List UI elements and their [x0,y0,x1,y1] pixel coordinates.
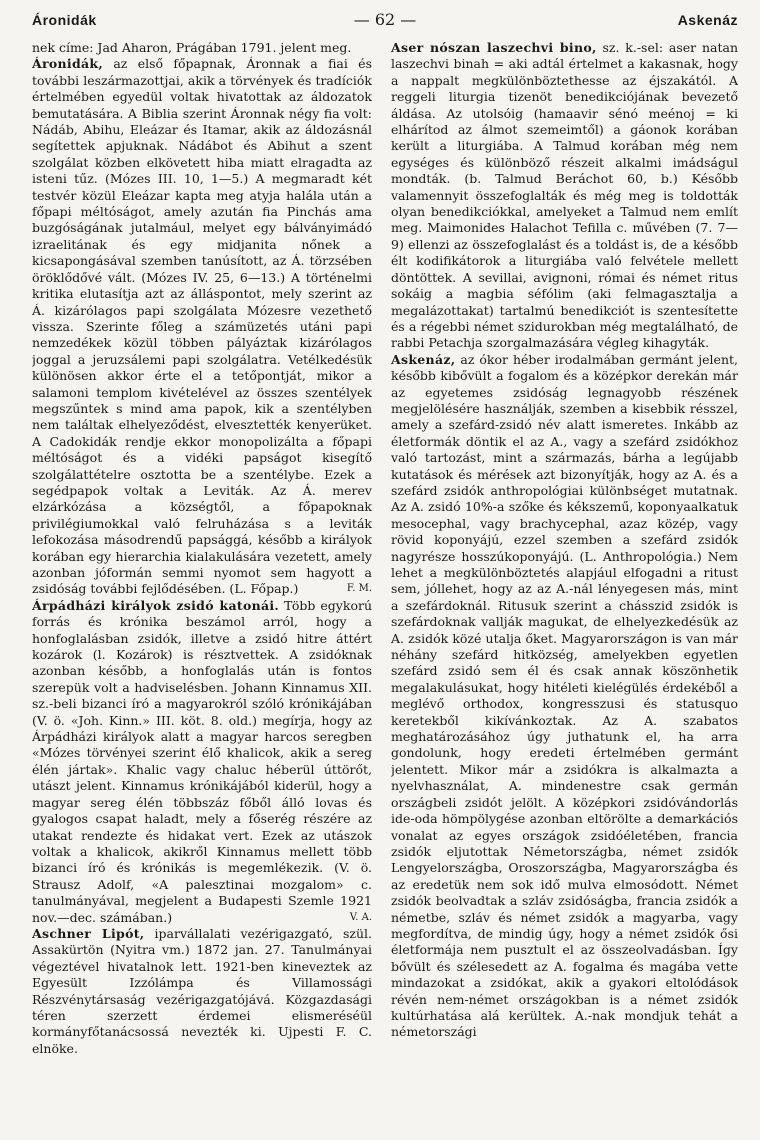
entry-arpadhazi [32,598,372,926]
continuation-paragraph: nek címe: Jad Aharon, Prágában 1791. jelent meg. [32,40,352,55]
header-right-keyword: Askenáz [677,12,738,28]
entry-body-aronidak: az első főpapnak, Áronnak a fiai és további leszármazottjai, akik a törvények és tradíciók értelmében egyedül voltak hivatottak az áldozatok bemutatására. A Biblia szerint Áronnak négy fia volt: Nádáb, Abihu, Eleázar és Itamar, akik az áldozásnál segítettek apjuknak. Nádábot és Abihut a szent szolgálat közben elkövetett hiba miatt elragadta az isteni tűz. (Mózes III. 10, 1—5.) A megmaradt két testvér közül Eleázar kapta meg atyja halála után a főpapi méltóságot, amely azután fia Pinchás ama buzgóságának jutalmául, melyet egy bálványimádó izraelitának és egy midjanita nőnek a kicsapongásával szemben tanúsított, az Á. törzsében öröklődővé vált. (Mózes IV. 25, 6—13.) A történelmi kritika elutasítja azt az álláspontot, mely szerint az Á. kizárólagos papi szolgálata Mózesre vezethető vissza. Szerinte főleg a számüzetés utáni papi nemzedékek közül többen pályáztak kizárólagos joggal a jeruzsálemi papi szolgálatra. Vetélkedésük különösen akkor érte el a tetőpontját, mikor a salamoni templom kivételével az összes szentélyek megszűntek s mind ama papok, kik a szentélyben nem találtak elhelyeződést, elvesztették kenyerüket. A Cadokidák rendje ekkor monopolizálta a főpapi méltóságot és a vidéki papságot kisegítő szolgálattételre osztotta be a szentélybe. Ezek a segédpapok voltak a Leviták. Az Á. merev elzárkózása a községtől, a főpapoknak privilégiumokkal való felruházása s a leviták lefokozása másodrendű papsággá, később a királyok korában egy hierarchia kialakulására vezetett, amely azonban jóformán semmi nyomot sem hagyott a zsidóság további fejlődésében. (L. Főpap.) [32,56,372,597]
headword-aschner: Aschner Lipót, [32,925,145,941]
headword-aronidak: Áronidák, [32,56,104,72]
entry-askenaz [391,352,738,1041]
author-signature: V. A. [349,911,372,923]
entry-aschner [32,926,372,1057]
headword-askenaz: Askenáz, [391,351,456,367]
entry-body-aser: sz. k.-sel: aser natan laszechvi binah = aki adtál értelmet a kakasnak, hogy a nappalt megkülönböztethesse az éjszakától. A reggeli liturgia tizenöt benedikciójának bevezető áldása. Az utolsóig (hamaavir sénó meénoj = ki elhárítod az álmot szemeimtől) a gáonok korában került a liturgiába. A Talmud korában még nem egységes és különböző részeit alkalmi imádságul mondták. (b. Talmud Beráchot 60, b.) Később valamennyit összefoglalták és még meg is toldották olyan benedikciókkal, amelyeket a Talmud nem említ meg. Maimonides Halachot Tefilla c. művében (7. 7—9) ellenzi az összefoglalást és a toldást is, de a később élt kodifikátorok a liturgiába való felvétele mellett döntöttek. A sevillai, avignoni, római és német ritus sokáig a magbia séfólim (aki felmagasztalja a megalázottakat) tartalmú benedikciót is szentesítette és a régebbi német szidurokban még megtalálható, de rabbi Petachja szorgalmazására végleg kihagyták. [391,40,738,351]
header-left-keyword: Áronidák [32,12,97,28]
entry-aser [391,40,738,352]
entry-body-arpadhazi: Több egykorú forrás és krónika beszámol arról, hogy a honfoglalásban zsidók, illetve a zsidó hitre áttért kozárok (l. Kozárok) is résztvettek. A zsidóknak azonban később, a honfoglalás után is fontos szerepük volt a hadviselésben. Johann Kinnamus XII. sz.-beli bizanci író a magyarokról szóló krónikájában (V. ö. «Joh. Kinn.» III. köt. 8. old.) megírja, hogy az Árpádházi királyok alatt a magyar harcos seregben «Mózes törvényei szerint élő khalicok, akik a sereg élén jártak». Khalic vagy chaluc héberül úttörőt, utászt jelent. Kinnamus krónikájából kiderül, hogy a magyar sereg élén többszáz főből álló lovas és gyalogos csapat haladt, mely a főserég részére az utakat rendezte és hidakat vert. Ezek az utászok voltak a khalicok, akikről Kinnamus mellett több bizanci író és krónikás is megemlékezik. (V. ö. Strausz Adolf, «A palesztinai mozgalom» c. tanulmányával, megjelent a Budapesti Szemle 1921 nov.—dec. számában.) [32,597,372,925]
right-column [391,40,738,1130]
entry-body-askenaz: az ókor héber irodalmában germánt jelent, később kibővült a fogalom és a középkor derekán már az egyetemes zsidóság legnagyobb részének megjelölésére használják, szemben a kisebbik résszel, amely a szefárd-zsidó név alatt ismeretes. Inkább az életformák döntik el az A., vagy a szefárd zsidókhoz való tartozást, mint a származás, bárha a legújabb kutatások és mérések azt bizonyítják, hogy az A. és a szefárd zsidók anthropológiai különbséget mutatnak. Az A. zsidó 10%-a szőke és kékszemű, koponyaalkatuk mesocephal, vagy brachycephal, azaz közép, vagy rövid koponyájú, ezzel szemben a szefárd zsidók nagyrésze hosszúkoponyájú. (L. Anthropológia.) Nem lehet a megkülönböztetés alapjául elfogadni a ritust sem, jóllehet, hogy az az A.-nál lényegesen más, mint a szefárdoknál. Ritusuk szerint a chásszid zsidók is szefárdoknak vallják magukat, de elhelyezkedésük az A. zsidók közé utalja őket. Magyarországon is van már néhány szefárd hitközség, amelyekben egyetlen szefárd zsidó sem él és csak annak köszönhetik megalakulásukat, hogy hitéleti kielégülés érdekéből a meglévő orthodox, kongresszusi és statusquo keretekből kikívánkoztak. Az A. szabatos meghatározásához úgy juthatunk el, ha arra gondolunk, hogy eredeti értelmében germánt jelentett. Mikor már a zsidókra is alkalmazta a nyelvhasználat, A. mindenestre csak germán országbeli zsidót jelölt. A középkori zsidóvándorlás ide-oda hömpölygése azonban eltörölte a demarkációs vonalat az egyes országok zsidóéletében, francia zsidók eljutottak Németországba, német zsidók Lengyelországba, Oroszországba, Magyarországba és az eredetük nem sok idő mulva elmosódott. Német zsidók beolvadtak a szláv zsidóságba, francia zsidók a németbe, szláv és német zsidók a magyarba, vagy megfordítva, de mindig úgy, hogy a német zsidók ősi életformája nem pusztult el az összeolvadásban. Így bővült és szélesedett az A. fogalma és magába vette mindazokat a zsidókat, akik a gyakori eltolódások révén nem-német országokban is a német zsidók kultúrhatása alá kerültek. A.-nak mondjuk tehát a németországi [391,351,738,1040]
running-header [32,10,738,32]
entry-body-aschner: iparvállalati vezérigazgató, szül. Assakürtön (Nyitra vm.) 1872 jan. 27. Tanulmányai végeztével hivatalnok lett. 1921-ben kineveztek az Egyesült Izzólámpa és Villamossági Részvénytársaság vezérigazgatójává. Közgazdasági téren szerzett érdemei elismeréséül kormányfőtanácsossá nevezték ki. Ujpesti F. C. elnöke. [32,925,372,1056]
left-column [32,40,372,1130]
author-signature: F. M. [346,583,372,595]
page-number: — 62 — [353,10,417,29]
headword-aser: Aser nószan laszechvi bino, [391,40,597,55]
headword-arpadhazi: Árpádházi királyok zsidó katonái. [32,597,280,613]
entry-aronidak [32,56,372,597]
